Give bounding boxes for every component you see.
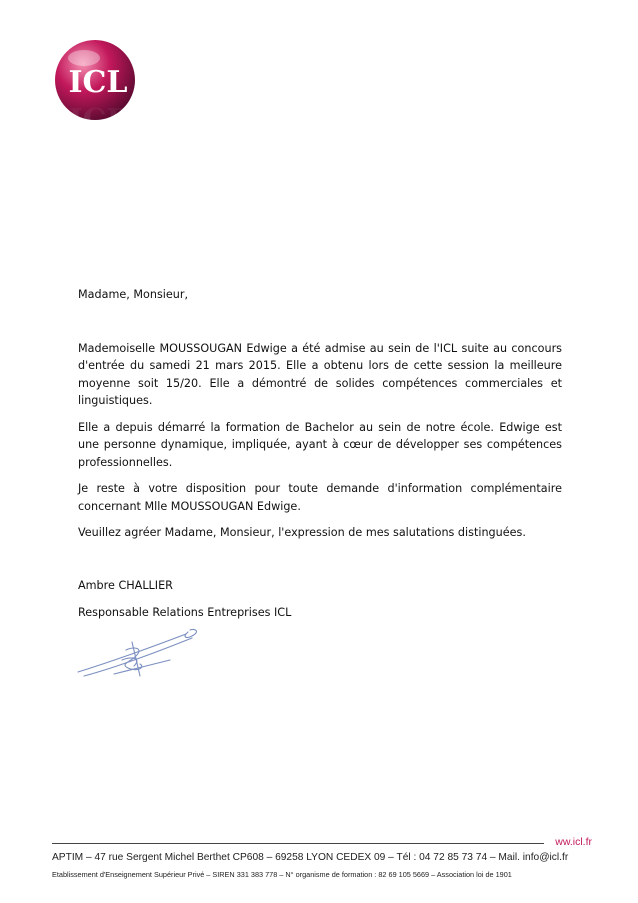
footer-divider [52, 843, 544, 844]
footer-website-link[interactable]: ww.icl.fr [555, 836, 592, 848]
footer-legal-mentions: Etablissement d'Enseignement Supérieur Privé – SIREN 331 383 778 – N° organisme de formation : 82 69 105 5669 – Association loi de 1901 [52, 870, 512, 879]
paragraph-availability: Je reste à votre disposition pour toute demande d'information complémentaire concernant Mlle MOUSSOUGAN Edwige. [78, 482, 562, 513]
footer-address: APTIM – 47 rue Sergent Michel Berthet CP608 – 69258 LYON CEDEX 09 – Tél : 04 72 85 73 74 – Mail. info@icl.fr [52, 852, 569, 863]
handwritten-signature [74, 620, 204, 682]
signer-title: Responsable Relations Entreprises ICL [78, 606, 292, 619]
closing-formula: Veuillez agréer Madame, Monsieur, l'expression de mes salutations distinguées. [78, 526, 526, 539]
paragraph-bachelor: Elle a depuis démarré la formation de Bachelor au sein de notre école. Edwige est une personne dynamique, impliquée, ayant à cœur de développer ses compétences professionnelles. [78, 420, 562, 469]
paragraph-admission: Mademoiselle MOUSSOUGAN Edwige a été admise au sein de l'ICL suite au concours d'entrée du samedi 21 mars 2015. Elle a obtenu lors de cette session la meilleure moyenne soit 15/20. Elle a démontré de solides compétences commerciales et linguistiques. [78, 341, 562, 407]
logo-text-reflection: ICL [68, 100, 128, 130]
letter-body [78, 286, 562, 622]
salutation: Madame, Monsieur, [78, 288, 189, 301]
icl-logo-graphic [52, 38, 138, 130]
logo-highlight [68, 50, 100, 66]
icl-logo [52, 38, 138, 130]
logo-text: ICL [68, 65, 128, 100]
signature-graphic [74, 620, 204, 682]
signer-name: Ambre CHALLIER [78, 578, 173, 592]
